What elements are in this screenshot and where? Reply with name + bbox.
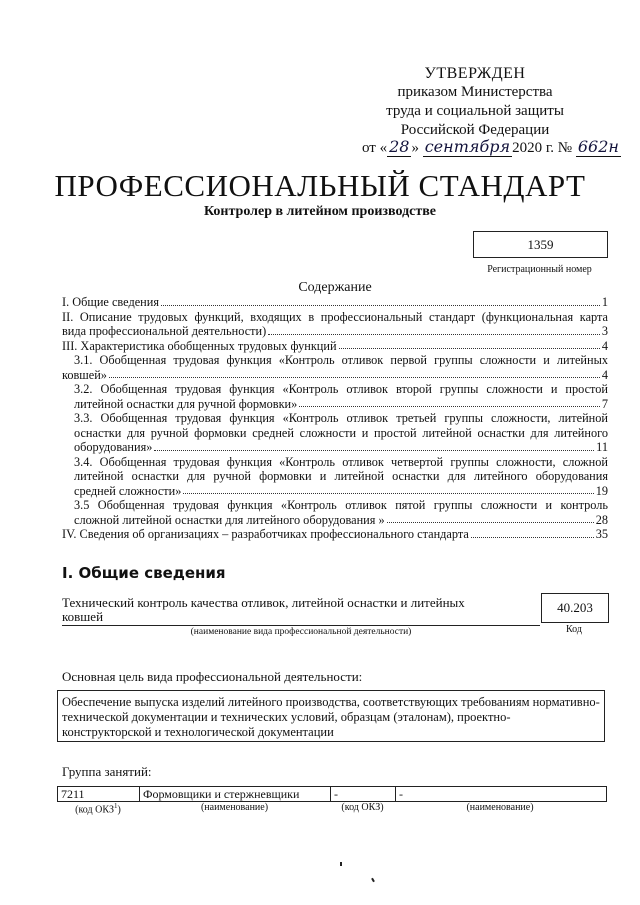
approval-line-3: труда и социальной защиты: [386, 103, 564, 119]
toc-entry[interactable]: [62, 339, 608, 354]
toc-entry[interactable]: [62, 353, 608, 382]
occupation-caption: (код ОКЗ): [341, 802, 384, 813]
toc-entry-text: I. Общие сведения: [62, 295, 159, 309]
toc-leader: [154, 450, 594, 451]
toc-entry-text: 3.2. Обобщенная трудовая функция «Контроль отливок второй группы сложности и простой: [74, 382, 608, 396]
toc-leader: [471, 537, 594, 538]
order-year: 2020 г. №: [512, 140, 573, 156]
toc-page: 4: [601, 367, 608, 382]
toc-entry[interactable]: [62, 527, 608, 542]
goal-label: Основная цель вида профессиональной деятельности:: [62, 669, 363, 684]
toc-leader: [268, 334, 600, 335]
occupation-code-cell: 7211: [58, 787, 140, 801]
toc-entry-text: литейной оснастки для ручной формовки»: [74, 396, 298, 411]
document-subtitle: Контролер в литейном производстве: [203, 204, 437, 219]
toc-leader: [339, 348, 600, 349]
toc-leader: [109, 377, 600, 378]
underline-divider: [62, 625, 540, 626]
toc-entry-text: II. Описание трудовых функций, входящих в профессиональный стандарт (функциональная карта: [62, 309, 608, 324]
toc-entry-text: III. Характеристика обобщенных трудовых функций: [62, 338, 337, 353]
scan-mark: [371, 878, 375, 882]
toc-entry-text: 3.4. Обобщенная трудовая функция «Контроль отливок четвертой группы сложности, сложной: [74, 454, 608, 469]
order-from-label: от «: [362, 140, 388, 156]
section-heading: I. Общие сведения: [62, 564, 226, 582]
toc-page: 11: [596, 440, 608, 454]
order-month: сентября: [424, 137, 511, 156]
toc-entry-text: IV. Сведения об организациях – разработчиках профессионального стандарта: [62, 527, 469, 541]
toc-entry-text: сложной литейной оснастки для литейного оборудования »: [74, 512, 385, 527]
activity-code-caption: Код: [566, 624, 582, 635]
occupation-name-cell: -: [399, 787, 403, 801]
table-of-contents: [62, 295, 608, 542]
toc-page: 35: [595, 527, 608, 541]
toc-entry-text: 3.1. Обобщенная трудовая функция «Контроль отливок первой группы сложности и литейных: [74, 353, 608, 367]
toc-leader: [161, 305, 600, 306]
toc-page: 3: [601, 324, 608, 338]
approval-title: УТВЕРЖДЕН: [424, 65, 526, 82]
toc-page: 28: [595, 512, 608, 527]
approval-block: [360, 64, 590, 140]
occupation-group-label: Группа занятий:: [62, 764, 152, 779]
toc-heading: Содержание: [298, 280, 372, 295]
toc-entry[interactable]: [62, 295, 608, 310]
occupation-name-cell: Формовщики и стержневщики: [140, 787, 331, 801]
approval-line-4: Российской Федерации: [400, 122, 550, 138]
occupation-table: [57, 786, 607, 802]
registration-number-box: 1359: [473, 231, 608, 258]
toc-entry[interactable]: [62, 455, 608, 499]
toc-entry[interactable]: [62, 310, 608, 339]
toc-entry-text: литейной оснастки для ручной формовки и литейной оснастки для литейного оборудования: [74, 469, 608, 483]
toc-entry-text: 3.3. Обобщенная трудовая функция «Контроль отливок третьей группы сложности, литейной: [74, 411, 608, 425]
toc-entry-text: вида профессиональной деятельности): [62, 324, 267, 338]
registration-number-label: Регистрационный номер: [487, 264, 592, 275]
activity-kind-caption: (наименование вида профессиональной деятельности): [190, 627, 412, 637]
toc-page: 19: [595, 483, 608, 498]
toc-entry[interactable]: [62, 411, 608, 455]
activity-code-box: 40.203: [541, 593, 609, 623]
toc-leader: [299, 406, 600, 407]
occupation-caption: (наименование): [200, 802, 269, 813]
scan-mark: [340, 862, 342, 866]
order-date-line: [362, 137, 632, 157]
toc-page: 7: [601, 396, 608, 411]
order-day: 28: [389, 137, 410, 156]
toc-entry-text: 3.5 Обобщенная трудовая функция «Контроль отливок пятой группы сложности и контроль: [74, 498, 608, 512]
toc-entry[interactable]: [62, 382, 608, 411]
toc-entry-text: оборудования»: [74, 440, 153, 454]
toc-entry-text: оснастки для ручной формовки средней сложности и простой литейной оснастки для литейного: [74, 425, 608, 440]
toc-page: 1: [601, 295, 608, 309]
toc-page: 4: [601, 338, 608, 353]
occupation-captions: [57, 802, 605, 815]
goal-text-box: Обеспечение выпуска изделий литейного производства, соответствующих требованиям нормативно-технической документации и технических условий, образцам (эталонам), проектно-конструкторской и технологической документации: [57, 690, 605, 742]
activity-kind: Технический контроль качества отливок, литейной оснастки и литейных ковшей: [62, 595, 465, 624]
document-title: ПРОФЕССИОНАЛЬНЫЙ СТАНДАРТ: [54, 168, 586, 203]
toc-leader: [387, 522, 594, 523]
order-number: 662н: [577, 137, 619, 156]
occupation-code-cell: -: [331, 787, 396, 801]
toc-entry-text: ковшей»: [62, 367, 107, 382]
toc-entry[interactable]: [62, 498, 608, 527]
order-close-quote: »: [411, 140, 419, 156]
approval-line-2: приказом Министерства: [397, 84, 553, 100]
toc-entry-text: средней сложности»: [74, 483, 182, 498]
occupation-caption: (наименование): [466, 802, 534, 813]
occupation-caption: (код ОКЗ$^1$): [75, 802, 121, 816]
toc-leader: [183, 493, 593, 494]
